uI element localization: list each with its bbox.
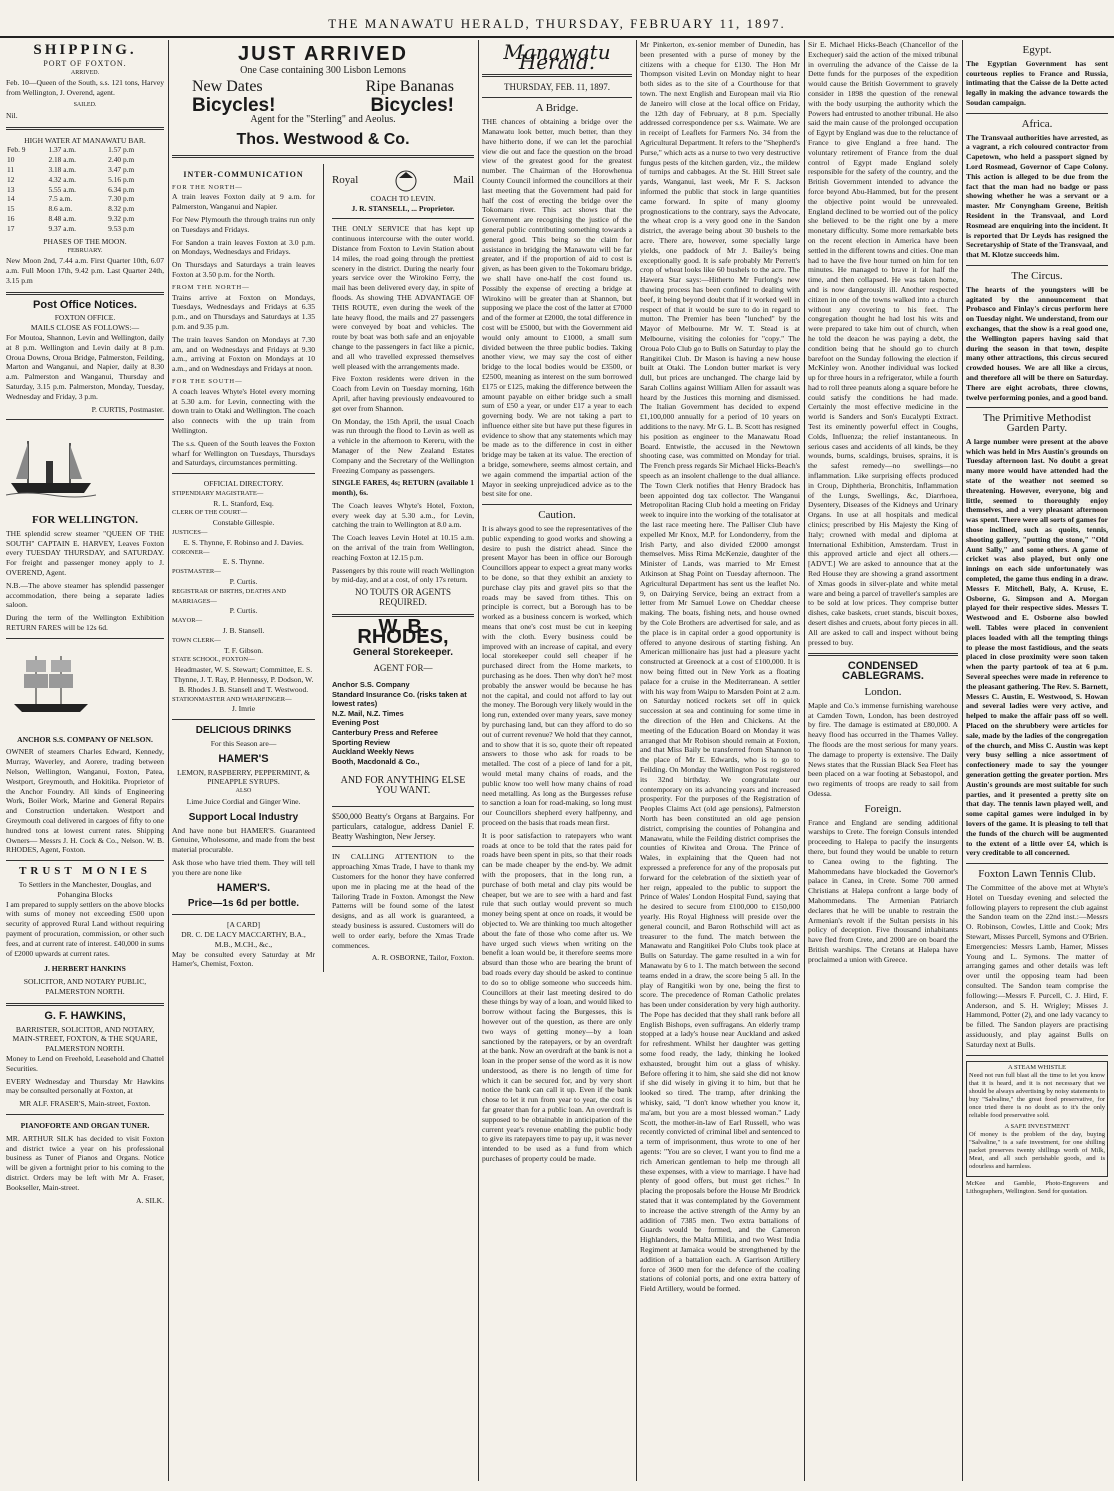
from-north-label: FROM THE NORTH—: [172, 283, 250, 291]
agency-item: Sporting Review: [331, 737, 390, 747]
north-1: A train leaves Foxton daily at 9 a.m. for Palmerston, Wanganui and Napier.: [172, 192, 315, 212]
tide-cell: 8.48 a.m.: [48, 213, 76, 223]
directory-holder: E. S. Thynne.: [222, 557, 265, 567]
directory-holder: P. Curtis.: [229, 606, 258, 616]
wellington-nb: N.B.—The above steamer has splendid passenger accommodation, there being a separate ladies saloon.: [6, 580, 164, 610]
maccarthy-name: DR. C. DE LACY MACCARTHY, B.A., M.B., M.CH., &c.,: [181, 929, 306, 949]
directory-office: MAYOR—: [172, 617, 203, 625]
divider: [6, 1114, 164, 1115]
divider: [966, 265, 1108, 266]
coach-text-6: Passengers by this route will reach Wellington by mid-day, and at a cost, of only 17s return.: [331, 565, 474, 585]
coach-text-2: Five Foxton residents were driven in the Coach from Levin on Tuesday morning, 16th April, after having previously endeavoured to get over from Shannon.: [331, 374, 474, 413]
bridge-title: A Bridge.: [535, 102, 579, 115]
for-south-label: FOR THE SOUTH—: [172, 377, 243, 385]
wellington-notice: THE splendid screw steamer "QUEEN OF THE SOUTH" CAPTAIN E. HARVEY, Leaves Foxton every TUESDAY THURSDAY, and SATURDAY. For freight and passenger money apply to J. OVEREND, Agent.: [6, 528, 164, 578]
mails-text: For Moutoa, Shannon, Levin and Wellington, daily at 8 p.m. Wellington and Levin daily at 8 p.m. Oroua Downs, Oroua Bridge, Palmerston, Feilding, Marton and Wanganui, and Napier, daily at 8.30 a.m. Palmerston and Wanganui, Thursday and Saturday, 3.15 p.m. Palmerston, Monday, Tuesday, Wednesday and Friday, 3 p.m.: [6, 332, 164, 401]
ask-text: Ask those who have tried them. They will tell you there are none like: [172, 857, 315, 877]
for-north-label: FOR THE NORTH—: [172, 183, 243, 191]
moon-phases: New Moon 2nd, 7.44 a.m. First Quarter 10th, 6.07 a.m. Full Moon 17th, 9.42 p.m. Last Quarter 24th, 3.15 p.m: [6, 256, 164, 285]
tide-cell: 7.5 a.m.: [48, 194, 73, 204]
garden-party-news: A large number were present at the above which was held in Mrs Austin's grounds on Tuesday afternoon last. No doubt a great many more would have attended had the state of the weather not seemed so threatening. However, everyone, big and little, seemed to thoroughly enjoy themselves, and a very pleasant afternoon was spent. There were all sorts of games for those inclined, such as quoits, tennis, shooting gallery, "putting the stone," "Old Aunt Sally," and some others. A game of cricket was also played, but only one innings on each side unfortunately was completed, the game thus ending in a draw. Messrs F. Mitchell, Baly, A. Kruse, E. Osborne, G. Simpson and A. Morgan played for their respective sides. Messrs T. Westwood and E. Osborne also bowled well. Tables were placed in convenient places loaded with all the tempting things to please the most fastidious, and the seats placed in close proximity were soon taken when the party partook of tea at 6 p.m. Several speeches were made in reference to the pleasant gathering. The Rev. S. Barnett, Messrs C. Austin, E. Westwood, S. Howan and several ladies were very active, and helped to make the affair pass off so well. Placed on the shrubbery were articles for sale, made by the ladies of the congregation of the church, and Miss C. Austin was kept very busy selling a nice assortment of confectionery made to say the younger generation getting the greater portion. Mrs Austin's grounds are most suitable for such parties, and it presented a pretty site on that day. The tennis lawn played well, and some capital games were indulged in by lovers of the game. It is pleasing to tell that the funds of the church will be augmented to the extent of a little over £4, which is very creditable to all concerned.: [966, 436, 1108, 858]
for-wellington-title: FOR WELLINGTON.: [32, 514, 138, 527]
tide-cell: 15: [7, 204, 15, 214]
divider: [6, 419, 164, 420]
coach-text-4: The Coach leaves Whyte's Hotel, Foxton, every week day at 5.30 a.m., for Levin, catching the train to Wellington at 8.0 a.m.: [331, 500, 474, 530]
new-dates: New Dates: [192, 77, 263, 95]
masthead: [0, 0, 1114, 36]
sailed-text: Nil.: [6, 110, 18, 120]
fruit-row: [192, 77, 454, 95]
hawkins-name: G. F. HAWKINS,: [44, 1009, 126, 1022]
egypt-title: Egypt.: [1022, 44, 1052, 56]
tide-cell: 8.6 a.m.: [48, 204, 73, 214]
high-water-title: HIGH WATER AT MANAWATU BAR.: [24, 135, 146, 145]
tide-cell: 9.32 p.m: [108, 213, 135, 223]
directory-holder: J. Imrie: [231, 704, 256, 714]
tide-cell: 4.32 a.m.: [48, 174, 76, 184]
also-label: ALSO: [235, 788, 252, 795]
tide-row: [6, 155, 164, 165]
steam-whistle-title: A STEAM WHISTLE: [1007, 1063, 1067, 1071]
anchor-company-text: OWNER of steamers Charles Edward, Kennedy, Murray, Waverley, and Aorere, trading between Nelson, Wellington, Wanganui, Foxton, Patea, Westport, Greymouth, and Hokitika. Proprietor of the Anchor Foundry. All kinds of Engineering Work, Boiler Work, Marine and General Repairs and Construction undertaken. Westport and Greymouth coal delivered in cargoes of fifty to one hundred tons at lowest current rates. Shipping Owners— Messrs J. H. Cock & Co., Nelson. W. B. RHODES, Agent, Foxton.: [6, 747, 164, 855]
directory-office: STIPENDIARY MAGISTRATE—: [172, 489, 264, 497]
tide-cell: 5.16 p.m: [108, 174, 135, 184]
tide-table: [6, 145, 164, 233]
tennis-news: The Committee of the above met at Whyte's Hotel on Tuesday evening and selected the following players to represent the club against the Sandon team on the 22nd inst.:—Messrs O. Robinson, Cowles, Little and Cook; Mrs Stewart, Misses Purcell, Symons and O'Brien. Emergencies: Messrs Lamb, Hamer, Misses Young and L. Symons. The matter of arranging games and other details was left over until the opposing team had been consulted. The Sandon team comprise the following:—Messrs F. Purcell, C. J. Hird, F. Anderson, and S. H. Wrigley; Misses J. Hammond, Potter (2), and one lady vacancy to be filled. The Sandon players are practising assiduously, and play against Bulls on Saturday next at Bulls.: [966, 882, 1108, 1049]
divider: [6, 860, 164, 861]
divider: [966, 113, 1108, 114]
column-4: [640, 40, 800, 1481]
coach-fares: SINGLE FARES, 4s; RETURN (available 1 month), 6s.: [331, 478, 474, 498]
safe-investment-text: Of money is the problem of the day, buying "Salvaline," is a safe investment, for one shilling packet preserves twenty shillings worth of Milk, Meat, and all such perishable goods, and is odourless and harmless.: [969, 1130, 1105, 1170]
trust-monies-title: TRUST MONIES: [19, 865, 151, 878]
north-2: For New Plymouth the through trains run only on Tuesdays and Fridays.: [172, 214, 315, 234]
divider: [966, 863, 1108, 864]
coach-text-1: THE ONLY SERVICE that has kept up continuous intercourse with the outer world. Distance from Foxton to Levin Station about 14 miles, the road going through the prettiest scenery in the district. During the nearly four years service over the Wirokino Ferry, the mail has been delivered every day, in spite of floods. As showing THE ADVANTAGE OF THIS ROUTE, even during the week of the late heavy flood, the mails and 27 passengers were conveyed by boat and vehicles. The route by boat was both safe and an enjoyable change to the passengers in fact like a picnic, and all who travelled expressed themselves well pleased with the arrangements made.: [331, 224, 474, 371]
foreign-news: France and England are sending additional warships to Crete. The foreign Consuls intended proceeding to Halepa to pacify the insurgents there, but found they would be unable to return to Canea owing to the fighting. The Mahommedans have blockaded the Governor's palace in Canea, in Crete. Some 700 armed Christians at Halepa confront a large body of Mahommedans. The Armenian Patriarch declares that he will be unable to restrain the Armenian's revolt if the Sultan persists in his policy of deception. Five thousand inhabitants have fled from Crete, and 2000 are on board the British warships. The Cretans at Halepa have proclaimed a union with Greece.: [808, 817, 958, 964]
tide-row: [6, 194, 164, 204]
local-news: Mr Pinkerton, ex-senior member of Dunedin, has been presented with a purse of money by the citizens with a cheque for £130. The Hon Mr Thompson visited Levin on Monday night to hear both sides as to the site of a Courthouse for that town. The next English and European mail via Rio de Janeiro will close at the local office on Friday, the 12th day of February, at 8 p.m. Specially addressed correspondence per s.s. Waimate. We are in receipt of Leaflets for Farmers No. 34 from the Agricultural Department. It refers to the "Shepherd's Purse," which acts as a nurse to two very destructive fungus pests of the kitchen garden, viz., the mildew of turnips and cabbages. At the St. Hill Street sale yards, Wanganui, last week, Mr F. S. Jackson informed the public that stock in large quantities came forward. In spite of many gloomy prognostications to the contrary, says the Advocate, the wheat crop is a very good one in the Sandon district, the average being about 30 bushels to the acre. There are, however, some specially large yields, one paddock of Mr J. Bailey's being exceptionally good. It is safe probably Mr Perrett's crop of wheat looks like 60 bushels to the acre. The Hawera Star says:—Hitherto Mr Furlong's new thawing process has been confined to dealing with beef, it being beyond doubt that if it worked well in respect of that it would be sure to do in regard to mutton. The Premier has been "lunched" by the Mayor of Melbourne. Mr W. T. Stead is at Melbourne, visiting the colonies for "copy." The Oroua Polo Club go to Bulls on Saturday to play the Rangitikei Club. Dr Mason is having a new house built at Otaki. The London butter market is very dull, but prices are unchanged. The charge laid by Sarah Collins against William Allen for assault was heard by the Justices this morning and dismissed. The Italian Government has decided to expend £1,100,000 annually for a period of 10 years on additions to the navy. Mr G. L. B. Scott has resigned his position as engineer to the Manawatu Road Board. Entwistle, the accused in the Newtown shooting case, was committed on Monday for trial. The French press regards Sir Michael Hicks-Beach's speech as an insolent challenge to the dual alliance. The Town Clerk notifies that Henry Bradock has been appointed dog tax collector. The Wanganui Metropolitan Racing Club hold a meeting on Friday week to inquire into the working of the totalisator at the last race meeting here. The Palliser Club have expelled Mr Knox, M.P. for Londonderry, from the Irish Party, and also divided £2000 amongst themselves. Miss Rima McKenzie, daughter of the Minister of Lands, was married to Mr Ernest Atkinson at Shag Point on Tuesday afternoon. The Agricultural Department has sent us the leaflet No. 9, on Dairying Service, being an extract from a letter from Mr Samuel Lowe on Cheddar cheese making. The boats, fishing nets, and house owned by the Cole Brothers are advertised for sale, and as the place is in capital order a good opportunity is offered to anyone desirous of starting fishing. An American millionaire has just had a pleasure yacht constructed at Greenock at a cost of £100,000. It is now being fitted out in New York as a floating palace for a cruise in the Mediterranean. A settler with his way from Waipu to Marsden Point at 2 a.m. on Saturday noticed rockets set off in quick succession at sea and continuing for some time in the direction of the Hen and Chickens. At the meeting of the Education Board on Monday it was arranged that Mr Robison should remain at Foxton, and that Miss Baily be transferred from Shannon to the place of Mr E. Edwards, who is to go to Feilding. On Monday the Wellington Post registered its 32nd birthday. We congratulate our contemporary on its advancing years and increased prosperity. For the purposes of the Registration of Peoples Claims Act (old age pensions), Palmerston North has been constituted an old age pension district, comprising the counties of Pohangina and Manawatu, while the Feilding district comprises the counties of Kiwitea and Oroua. The Prince of Wales, in explaining that the Queen had not expressed a preference for any of the proposals put forward for the celebration of the sixtieth year of her reign, appealed to the public to support the Prince of Wales' London Hospital Fund, saying that he desired to secure from £100,000 to £150,000 yearly. His Royal Highness will preside over the general council, and Baron Rothschild will act as treasurer to the fund. The match between the Manawatu and Rangitikei Polo Clubs took place at Bulls on Saturday. The game resulted in a win for Manawatu by 6 to 1. The match between the second teams ended in a draw, the score being 5 all. In the play of Rangitiki won by one, being the first to score. The precedence of Roman Catholic prelates has been under consideration by very high authority. The Pope has decided that they shall rank before all English Bishops, even suffragans. An elderly tramp stopped at a lady's house near Auckland and asked for refreshment. Whilst her daughter was getting some food ready, the lady, thinking he looked exhausted, brought him out a glass of whisky. Before offering it to him, she said she did not know if she did wisely in giving it to him, but that he looked so tired. The tramp, after drinking the whisky, said, "I don't know whether you know it, ma'am, but you are a most blessed woman." Lady Scott, the mother-in-law of Earl Russell, who was recently convicted of criminal libel and sentenced to a term of imprisonment, thus wrote to one of her agents: "You are so clever, I want you to find me a rich American gentleman to help me through all these expenses, with a view to marriage. I have had plenty of good offers, but must get riches." In placing the proposals before the House Mr Brodrick stated that it was contemplated by the Government to increase the active strength of the Army by an addition of 7385 men. Two extra battalions of Guards would be formed, and the Cameron Highlanders, the Malta Militia, and two West India Regiment at Jamaica would be strengthened by the addition of a battalion each. A Garrison Artillery force of 3600 men for the defence of the coaling stations of colonial ports, and one extra battery of Field Artillery, would be formed.: [640, 40, 800, 1294]
tide-cell: 11: [7, 164, 15, 174]
piano-title: PIANOFORTE AND ORGAN TUNER.: [20, 1120, 150, 1130]
stansell-proprietor: J. R. STANSELL, ... Proprietor.: [351, 203, 455, 213]
column-divider: [962, 40, 963, 1481]
tide-cell: 2.40 p.m: [108, 155, 135, 165]
tide-row: [6, 204, 164, 214]
from-north-1: Trains arrive at Foxton on Mondays, Tuesdays, Wednesdays and Fridays at 6.35 p.m., and on Thursdays and Saturdays at 1.35 p.m. and 9.35 p.m.: [172, 292, 315, 331]
divider: [172, 473, 315, 474]
tide-cell: Feb. 9: [7, 145, 26, 155]
north-4: On Thursdays and Saturdays a train leaves Foxton at 3.50 p.m. for the North.: [172, 260, 315, 279]
tide-cell: 1.57 p.m: [108, 145, 135, 155]
agent-line: Agent for the "Sterling" and Aeolus.: [250, 114, 396, 126]
column-divider: [636, 40, 637, 1481]
column-5: [808, 40, 958, 1481]
divider: [6, 638, 164, 639]
masthead-rule: [0, 36, 1114, 38]
tide-row: [6, 224, 164, 234]
directory-office: POSTMASTER—: [172, 568, 221, 576]
price-line: Price—1s 6d per bottle.: [187, 898, 300, 910]
syrups-line: LEMON, RASPBERRY, PEPPERMINT, & PINEAPPLE SYRUPS.: [176, 767, 311, 787]
tide-row: [6, 175, 164, 185]
westwood-title: Thos. Westwood & Co.: [236, 130, 410, 148]
bicycles-right: Bicycles!: [370, 95, 454, 117]
tide-row: [6, 214, 164, 224]
directory-office: TOWN CLERK—: [172, 636, 221, 644]
tide-cell: 13: [7, 184, 15, 194]
caution-article: It is always good to see the representatives of the public expending to good works and showing a desire to push the district ahead. Since the present Mayor has been in office our Borough Councillors appear to expect a great many works to be done, so that they exhibit an anxiety to purchase clay pits and gravel pits so that the roads may be saved from tithes. This on principle is correct, but a Borough has to be worked as a business concern is worked, which means that one's cost must be cut in keeping with the cloth. Every business could be improved with an increase of capital, and every local storekeeper could sell cheaper if he purchased direct from the Home markets, to purchasing as he does. Then why don't he? most probably the answer would be because he has not the capital, and could not afford to lay out the money. The Borough very likely would in the long run, extended over many years, save money by purchasing land, but can they afford to do so out of current revenue? We hold that they cannot, and to show that it is so, quote their oft repeated answers to those who ask for roads to be metalled. The cost of a piece of land for a pit, would metal many chains of roads, and the public know too well how many chains of road need metalling. As long as the Burgesses refuse to sanction a loan for road-making, so long must our Councillors shepherd every halfpenny, and proceed on the basis that roads mean first.: [482, 524, 632, 827]
arrived-label: ARRIVED.: [70, 69, 100, 76]
official-directory-title: OFFICIAL DIRECTORY.: [203, 479, 284, 489]
hawkins-consult: EVERY Wednesday and Thursday Mr Hawkins may be consulted personally at Foxton, at: [6, 1076, 164, 1096]
divider: [332, 806, 474, 807]
tide-cell: 6.34 p.m: [108, 184, 135, 194]
osborne-signature: A. R. OSBORNE, Tailor, Foxton.: [371, 953, 474, 963]
silk-signature: A. SILK.: [135, 1195, 164, 1205]
no-touts: NO TOUTS OR AGENTS REQUIRED.: [355, 587, 451, 608]
post-office-title: Post Office Notices.: [33, 298, 137, 311]
inter-communication-title: INTER-COMMUNICATION: [183, 169, 304, 179]
directory-holder: P. Curtis.: [229, 577, 258, 587]
agency-item: Evening Post: [331, 718, 379, 728]
circus-news: The hearts of the youngsters will be agitated by the announcement that Probasco and Finlay's circus perform here on Tuesday night. We understand, from our exchanges, that the show is a real good one, the Wellington papers having said that during the season in that town, despite many other attractions, this circus secured crowded houses. We are all like a circus, and therefore all will be there on Saturday. There are eight acrobats, three clowns, twelve performing ponies, and a good band.: [966, 284, 1108, 402]
royal-label: Royal: [331, 173, 359, 186]
directory-holder: Constable Gillespie.: [212, 518, 275, 528]
hamers-title-2: HAMER'S.: [216, 881, 271, 894]
egypt-news: The Egyptian Government has sent courteous replies to France and Russia, intimating that the Caisse de la Dette acted legally in making the advance towards the Soudan campaign.: [966, 58, 1108, 107]
official-directory: [172, 489, 315, 714]
trust-monies-text: I am prepared to supply settlers on the above blocks with sums of money not exceeding £500 upon security of approved Rural Land without requiring payment of procuration, commission, or other such fees, and at current rate of interest. £40,000 in sums of £2000 upwards at current rates.: [6, 899, 164, 958]
photo-engravers-ad: McKee and Gamble, Photo-Engravers and Lithographers, Wellington. Send for quotation.: [966, 1179, 1108, 1195]
divider: [172, 155, 474, 158]
tide-cell: 9.37 a.m.: [48, 223, 76, 233]
royal-mail-header: [332, 168, 474, 194]
arrived-text: Feb. 10—Queen of the South, s.s. 121 tons, Harvey from Wellington, J. Overend, agent.: [6, 78, 164, 98]
hankins-sub: SOLICITOR, AND NOTARY PUBLIC, PALMERSTON NORTH.: [23, 977, 147, 996]
port-label: PORT OF FOXTON.: [43, 58, 127, 68]
directory-holder: E. S. Thynne, F. Robinso and J. Davies.: [183, 537, 304, 547]
salvaline-ad: [966, 1061, 1108, 1177]
hamers-title: HAMER'S: [218, 752, 269, 765]
africa-news: The Transvaal authorities have arrested, as a vagrant, a rich coloured contractor from Capetown, who held a passport signed by Lord Rosmead, Governor of Cape Colony. This action is alleged to be due from the fact that the man had no badge or pass showing whether he was a servant or a master. Mr Conyngham Greene, British Resident in the Transvaal, and Lord Rosmead are enquiring into the incident. It is reported that Dr Leyds has resigned the Secretaryship of State of the Transvaal, and that M. Klotze succeeds him.: [966, 132, 1108, 260]
storekeeper-line: General Storekeeper.: [352, 647, 454, 659]
tailoring-notice: IN CALLING ATTENTION to the approaching Xmas Trade, I have to thank my Customers for the honor they have conferred upon me in placing me at the head of the Tailoring Trade in Foxton. Amongst the New Patterns will be found some of the latest designs, and as all work is guaranteed, a steady business is assured. Customers will do well to order early, before the Xmas Trade commences.: [331, 852, 474, 950]
divider: [332, 218, 474, 219]
divider: [6, 292, 164, 295]
mail-label: Mail: [453, 173, 474, 186]
support-text: And have none but HAMER'S. Guaranteed Genuine, Wholesome, and made from the best material procurable.: [172, 825, 315, 855]
postmaster: P. CURTIS, Postmaster.: [91, 404, 164, 414]
rhodes-title: W. B. RHODES,: [357, 615, 449, 648]
directory-office: REGISTRAR OF BIRTHS, DEATHS AND MARRIAGES—: [172, 587, 286, 605]
tide-cell: 12: [7, 174, 15, 184]
tide-row: [6, 165, 164, 175]
just-arrived-title: JUST ARRIVED: [238, 43, 408, 65]
from-north-2: The train leaves Sandon on Mondays at 7.30 am, and on Wednesdays and Fridays at 9.30 a.m., arriving at Foxton on Mondays at 10 a.m., and on Wednesdays and Fridays at noon.: [172, 334, 315, 374]
agency-item: Auckland Weekly News: [331, 747, 414, 757]
safe-investment-title: A SAFE INVESTMENT: [1004, 1122, 1070, 1130]
tide-cell: 9.53 p.m: [108, 223, 135, 233]
bridge-article: THE chances of obtaining a bridge over the Manawatu look better, much better, than they have hitherto done, if we can let the parochial view die out and face the question on the broad view of the greatest good for the greatest number. The Chairman of the Horowhenua County Council informed the councillors at their last meeting that the Government had paid for half the cost of erecting the bridge over the Tokomaru river. This act shows that the Government are recognising the justice of the general public contributing something towards a general good. This being so the claim for assistance in bridging the Manawatu will be far greater, and if the proportion of aid to cost is given, as has been given to the Tokomaru bridge, we shall have one-half the cost found us. Possibly the expense of erecting a bridge at Wirokino will be greater than at Shannon, but supposing we place the cost of the latter at £7000 and of the former at £2000, the total difference in cost will be £5000, but with the Government aid would only amount to £1000, a small sum divided between the three public bodies. Taking another view, we may say the cost of either bridge to the local bodies would be £3500, or £2500, meaning as interest on the sum borrowed £175 or £125, making the difference between the amount payable on either bridge such a small sum of £50 a year, or under £17 a year to each governing body. We are not taking a part to influence either site but have put these figures in evidence to show that any statements which may be made as to the difference in cost in either bridge may be taken at its value. The erection of a bridge, somewhere, seems almost certain, and we again commend the impartial action of the Mayor in seeking unprejudiced advice as to the best site for one.: [482, 117, 632, 499]
divider: [172, 719, 315, 720]
moon-title: PHASES OF THE MOON.: [43, 236, 127, 246]
agency-item: Anchor S.S. Company: [331, 680, 410, 690]
tide-cell: 8.32 p.m: [108, 204, 135, 214]
directory-office: CLERK OF THE COURT—: [172, 509, 248, 517]
steam-whistle-text: Need not run full blast all the time to let you know that it is heard, and it is not necessary that we should be always advertising by noisy statements to buy "Salvaline," the great food preservative, for once tried there is no doubt as to it's the only reliable food preservative sold.: [969, 1071, 1105, 1119]
card-label: [A CARD]: [226, 920, 261, 930]
masthead-title: THE MANAWATU HERALD, THURSDAY, FEBRUARY 11, 1897.: [328, 16, 786, 31]
divider: [332, 846, 474, 847]
post-office-sub: FOXTON OFFICE.: [54, 313, 116, 323]
divider: [172, 914, 315, 915]
divider: [482, 504, 632, 505]
sailed-label: SAILED.: [73, 101, 97, 108]
lime-line: Lime Juice Cordial and Ginger Wine.: [186, 797, 301, 806]
directory-office: STATE SCHOOL, FOXTON—: [172, 656, 255, 664]
tide-cell: 2.18 a.m.: [48, 155, 76, 165]
agency-item: Standard Insurance Co. (risks taken at lowest rates): [331, 689, 467, 709]
north-3: For Sandon a train leaves Foxton at 3.0 p.m. on Mondays, Wednesdays and Fridays.: [172, 237, 315, 257]
south-2: The s.s. Queen of the South leaves the Foxton wharf for Wellington on Tuesdays, Thursdays and Saturdays, circumstances permitting.: [172, 438, 315, 468]
divider: [966, 407, 1108, 408]
tide-cell: 3.47 p.m: [108, 164, 135, 174]
newspaper-nameplate: Manawatu Herald.: [503, 40, 611, 74]
tide-row: [6, 185, 164, 195]
bicycles-left: Bicycles!: [192, 95, 276, 117]
london-news: Maple and Co.'s immense furnishing warehouse at Camden Town, London, has been destroyed by fire. The damage is estimated at £80,000. A heavy flood has occurred in the Thames Valley. The floods are the most serious for many years. The damage to property is extensive. The Daily News states that the Russian Black Sea Fleet has been placed on a war footing at Sebastopol, and two regiments of troops are ready to sail from Odessa.: [808, 700, 958, 798]
steamer-illustration: [6, 431, 96, 501]
bicycles-row: [192, 95, 454, 117]
wellington-exhibition: During the term of the Wellington Exhibition RETURN FARES will be 12s 6d.: [6, 613, 164, 633]
hawkins-sub: BARRISTER, SOLICITOR, AND NOTARY, MAIN-STREET, FOXTON, & THE SQUARE, PALMERSTON NORTH.: [12, 1024, 158, 1054]
directory-office: CORONER—: [172, 548, 210, 556]
caution-title: Caution.: [538, 509, 576, 522]
tide-cell: 16: [7, 213, 15, 223]
hawkins-money: Money to Lend on Freehold, Leasehold and Chattel Securities.: [6, 1053, 164, 1073]
coach-text-3: On Monday, the 15th April, the usual Coach was run through the flood to Levin as well as a vehicle in the afternoon to Kereru, with the Manager of the New Zealand Estates Company and the Secretary of the Wellington Freezing Company as passengers.: [331, 416, 474, 475]
agent-for-label: AGENT FOR—: [373, 663, 433, 674]
maccarthy-text: May be consulted every Saturday at Mr Hamer's, Chemist, Foxton.: [172, 949, 315, 969]
agency-item: Booth, Macdonald & Co.,: [331, 756, 420, 766]
coach-text-5: The Coach leaves Levin Hotel at 10.15 a.m. on the arrival of the train from Wellington, reaching Foxton at 12.15 p.m.: [331, 533, 474, 562]
tide-cell: 5.55 a.m.: [48, 184, 76, 194]
column-1: [6, 40, 164, 1481]
tide-cell: 3.18 a.m.: [48, 164, 76, 174]
hankins-name: J. HERBERT HANKINS: [44, 964, 126, 974]
beatty-organs: $500,000 Beatty's Organs at Bargains. For particulars, catalogue, address Daniel F. Beatty Washington, New Jersey.: [331, 811, 474, 841]
divider: [482, 97, 632, 98]
shipping-title: SHIPPING.: [33, 42, 137, 58]
tide-cell: 10: [7, 155, 15, 165]
divider: [808, 653, 958, 656]
divider: [6, 1003, 164, 1006]
tide-cell: 7.30 p.m: [108, 194, 135, 204]
column-divider: [804, 40, 805, 1481]
column-divider: [478, 40, 479, 1481]
tide-row: [6, 145, 164, 155]
issue-date: THURSDAY, FEB. 11, 1897.: [504, 81, 610, 92]
directory-office: STATIONMASTER AND WHARFINGER—: [172, 695, 292, 703]
divider: [966, 1055, 1108, 1056]
piano-text: MR. ARTHUR SILK has decided to visit Foxton and district twice a year on his professional business as Tuner of Pianos and Organs. Notice will be given a fortnight prior to his coming to the district. Orders may be left with Mr A. Fraser, Bookseller, Main-street.: [6, 1133, 164, 1192]
delicious-drinks-title: DELICIOUS DRINKS: [195, 725, 292, 737]
directory-office: JUSTICES—: [172, 529, 208, 537]
anything-line: AND FOR ANYTHING ELSE YOU WANT.: [340, 775, 466, 797]
directory-holder: Headmaster, W. S. Stewart; Committee, E. S. Thynne, J. T. Ray, P. Hennessy, P. Dodson, W. B. Rhodes J. B. Stansell and T. Westwood.: [173, 665, 314, 694]
london-title: London.: [864, 686, 902, 698]
column-6: [966, 40, 1108, 1481]
royal-crest-icon: [391, 168, 421, 194]
agency-list: [332, 680, 474, 766]
column-divider: [168, 40, 169, 1481]
tide-cell: 1.37 a.m.: [48, 145, 76, 155]
directory-holder: J. B. Stansell.: [222, 626, 265, 636]
tide-cell: 17: [7, 223, 15, 233]
africa-title: Africa.: [1021, 117, 1053, 130]
agency-item: Canterbury Press and Referee: [331, 728, 438, 738]
fraser-address: MR ALF. FRASER'S, Main-street, Foxton.: [19, 1099, 151, 1109]
column-3: [482, 40, 632, 1481]
trust-monies-sub: To Settlers in the Manchester, Douglas, and Pohangina Blocks: [18, 880, 152, 899]
anchor-company-title: ANCHOR S.S. COMPANY OF NELSON.: [17, 734, 153, 744]
directory-holder: R. L. Stanford, Esq.: [213, 498, 274, 508]
directory-holder: T. F. Gibson.: [223, 645, 264, 655]
caution-article-2: It is poor satisfaction to ratepayers who want roads at once to be told that the rates paid for roads have been spent in pits, so that their roads can be made cheaper by the end-by. We admit with the proposers, that in the long run, a purchase of both metal and clay pits would be cheaper, but we are to see with a hard and fast rule that such outlay would prevent so much money being spent at once on roads, it would be objected to. We are thinking too much altogether about the fate of those who come after us. We have urged such views when writing on the benefit a loan would be, it therefore seems more absurd than those who are bearing the brunt of bad roads every day should be asked to continue to do so to oblige someone who succeeds him. Councillors at their last meeting desired to do these things by way of a loan, and would liked to borrow without facing the Burgesses, this is however out of the question, as there are only two ways of getting money—by a loan sanctioned by the ratepayers, or by an overdraft at the bank. Now an overdraft at the bank is not a loan in the proper sense of the word as it is now understood, as there is no length of time for which it can be secured for, and by very short notice the bank can call it up. Even if the bank chose to let it run from year to year, the cost is far greater than for a public loan. An overdraft is supposed to be obtainable in anticipation of the current year's revenue enabling the public body to give its ratepayers time to pay up, it was never intended to be used as a fund from which purchases of property could be made.: [482, 830, 632, 1164]
lemons-line: One Case containing 300 Lisbon Lemons: [240, 64, 406, 76]
circus-title: The Circus.: [1011, 269, 1063, 282]
cablegrams-title: CONDENSED CABLEGRAMS.: [842, 660, 924, 683]
garden-party-title: The Primitive Methodist Garden Party.: [982, 412, 1092, 435]
divider: [482, 74, 632, 77]
season-line: For this Season are—: [210, 739, 277, 749]
tennis-title: Foxton Lawn Tennis Club.: [978, 868, 1096, 881]
south-1: A coach leaves Whyte's Hotel every morning at 5.30 a.m. for Levin, connecting with the down train to Otaki and Wellington. The coach also connects with the up train from Wellington.: [172, 386, 315, 435]
foreign-title: Foreign.: [864, 802, 902, 815]
agency-item: N.Z. Mail, N.Z. Times: [331, 708, 404, 718]
coach-to-levin: COACH TO LEVIN.: [370, 193, 436, 203]
divider: [6, 127, 164, 130]
sailing-ship-illustration: [6, 650, 96, 720]
local-news-2: Sir E. Michael Hicks-Beach (Chancellor of the Exchequer) said the action of the mixed tribunal in overruling the advance of the Caisse de la Dette funds for the purposes of the expedition would cause the British Government to gravely consider in 1898 the question of the renewal with the body usurping the authority which the Powers had entrusted to another tribunal. He also said the main cause of the prolonged occupation of Egypt by England was due to the reluctance of France to give England a free hand. The voluntary retirement of France from the dual control of Egypt made England solely responsible for the safety of the country, and the British Government intended to advance the force beyond Abu-Hammed, but for the present the objective point would be unrevealed. England declined to be worried out of the policy she believed to be the right one by a mere monetary difficulty. Some more remarkable bets on the recent election in America have been settled in the different towns and cities. One man had to have the five hour turned on him for ten minutes. He managed to brave it for half the time, and then collapsed. He was taken home, and is now dangerously ill. Another respected citizen in one of the towns walked into a church without any covering to his feet. The congregation thought he had lost his wits and were prepared to take him out of church, when he told the deacon he was paying a debt, the condition being that he should go to church barefoot on the Sunday following the election if McKinley won. Another individual was locked up for three hours in a refrigerator, while a fourth had to roll three peanuts along a square before he could satisfy the conditions he had made. Certainly the most effective medicine in the world is Sanders and Son's Eucalypti Extract. Test its eminently powerful effect in Coughs, Colds, Influenza; the relief instantaneous. In serious cases and accidents of all kinds, be they wounds, burns, scaldings, bruises, sprains, it is the safest remedy—no swellings—no inflammation. Like surprising effects produced in Croup, Diphtheria, Bronchitis, Inflammation of the Lungs, Swellings, &c, Diarrhoea, Dysentery, Diseases of the Kidneys and Urinary Organs. In use at all hospitals and medical clinics; prescribed by His Majesty the King of Italy; crowned with medal and diploma at International Exhibition, Amsterdam. Trust in this approved article and eject all others.—[ADVT.] We are asked to announce that at the Red House they are showing a grand assortment of Xmas goods in silver-plate and white metal ware and being a parcel of traveller's samples are to be sold at low prices. They comprise butter dishes, cake baskets, cruet stands, biscuit boxes, desert dishes and cruets, about forty pieces in all. All are asked to call and inspect without being pressed to buy.: [808, 40, 958, 647]
mails-title: MAILS CLOSE AS FOLLOWS:—: [30, 323, 140, 333]
ripe-bananas: Ripe Bananas: [365, 77, 454, 95]
tide-cell: 14: [7, 194, 15, 204]
column-2: [172, 40, 474, 1481]
support-industry-title: Support Local Industry: [188, 811, 299, 823]
moon-month: FEBRUARY.: [67, 247, 103, 255]
